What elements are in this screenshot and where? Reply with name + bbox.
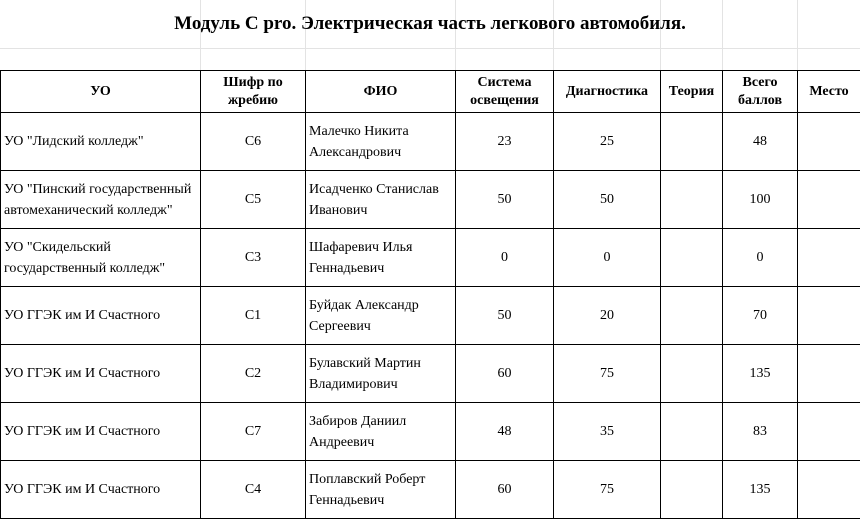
cell-theory[interactable] [661,229,723,287]
cell-theory[interactable] [661,113,723,171]
cell-diagnostics[interactable]: 20 [554,287,661,345]
cell-theory[interactable] [661,403,723,461]
cell-place[interactable] [798,345,860,403]
cell-place[interactable] [798,229,860,287]
cell-cipher[interactable]: C3 [201,229,306,287]
cell-theory[interactable] [661,171,723,229]
header-cipher[interactable]: Шифр по жребию [201,71,306,113]
grid-line [0,48,860,49]
cell-total[interactable]: 100 [723,171,798,229]
cell-uo[interactable]: УО ГГЭК им И Счастного [1,345,201,403]
header-diagnostics[interactable]: Диагностика [554,71,661,113]
table-row [1,229,860,287]
cell-cipher[interactable]: C1 [201,287,306,345]
cell-fio[interactable]: Поплавский Роберт Геннадьевич [306,461,456,519]
cell-lighting[interactable]: 60 [456,345,554,403]
cell-uo[interactable]: УО "Лидский колледж" [1,113,201,171]
cell-fio[interactable]: Малечко Никита Александрович [306,113,456,171]
cell-theory[interactable] [661,461,723,519]
table-row [1,461,860,519]
cell-uo[interactable]: УО ГГЭК им И Счастного [1,403,201,461]
table-row [1,287,860,345]
cell-uo[interactable]: УО "Скидельский государственный колледж" [1,229,201,287]
table-row [1,345,860,403]
cell-place[interactable] [798,113,860,171]
cell-lighting[interactable]: 60 [456,461,554,519]
table-row [1,171,860,229]
cell-cipher[interactable]: C4 [201,461,306,519]
header-total[interactable]: Всего баллов [723,71,798,113]
header-theory[interactable]: Теория [661,71,723,113]
cell-fio[interactable]: Буйдак Александр Сергеевич [306,287,456,345]
cell-lighting[interactable]: 23 [456,113,554,171]
cell-diagnostics[interactable]: 75 [554,345,661,403]
cell-total[interactable]: 70 [723,287,798,345]
header-row [1,71,860,113]
cell-diagnostics[interactable]: 50 [554,171,661,229]
table-row [1,403,860,461]
cell-cipher[interactable]: C2 [201,345,306,403]
cell-uo[interactable]: УО ГГЭК им И Счастного [1,461,201,519]
header-lighting[interactable]: Система освещения [456,71,554,113]
cell-total[interactable]: 135 [723,461,798,519]
cell-diagnostics[interactable]: 75 [554,461,661,519]
cell-uo[interactable]: УО ГГЭК им И Счастного [1,287,201,345]
cell-cipher[interactable]: C7 [201,403,306,461]
cell-diagnostics[interactable]: 25 [554,113,661,171]
page-title: Модуль С pro. Электрическая часть легкового автомобиля. [174,13,686,34]
header-place[interactable]: Место [798,71,860,113]
cell-total[interactable]: 48 [723,113,798,171]
cell-uo[interactable]: УО "Пинский государственный автомеханический колледж" [1,171,201,229]
header-uo[interactable]: УО [1,71,201,113]
cell-theory[interactable] [661,287,723,345]
cell-place[interactable] [798,461,860,519]
cell-lighting[interactable]: 50 [456,287,554,345]
cell-place[interactable] [798,403,860,461]
cell-place[interactable] [798,287,860,345]
cell-place[interactable] [798,171,860,229]
cell-diagnostics[interactable]: 0 [554,229,661,287]
cell-cipher[interactable]: C6 [201,113,306,171]
table-row [1,113,860,171]
cell-diagnostics[interactable]: 35 [554,403,661,461]
cell-cipher[interactable]: C5 [201,171,306,229]
cell-total[interactable]: 0 [723,229,798,287]
results-table [0,70,860,519]
cell-total[interactable]: 135 [723,345,798,403]
cell-theory[interactable] [661,345,723,403]
cell-lighting[interactable]: 50 [456,171,554,229]
cell-fio[interactable]: Булавский Мартин Владимирович [306,345,456,403]
cell-fio[interactable]: Исадченко Станислав Иванович [306,171,456,229]
cell-lighting[interactable]: 0 [456,229,554,287]
cell-fio[interactable]: Шафаревич Илья Геннадьевич [306,229,456,287]
cell-lighting[interactable]: 48 [456,403,554,461]
cell-total[interactable]: 83 [723,403,798,461]
header-fio[interactable]: ФИО [306,71,456,113]
cell-fio[interactable]: Забиров Даниил Андреевич [306,403,456,461]
